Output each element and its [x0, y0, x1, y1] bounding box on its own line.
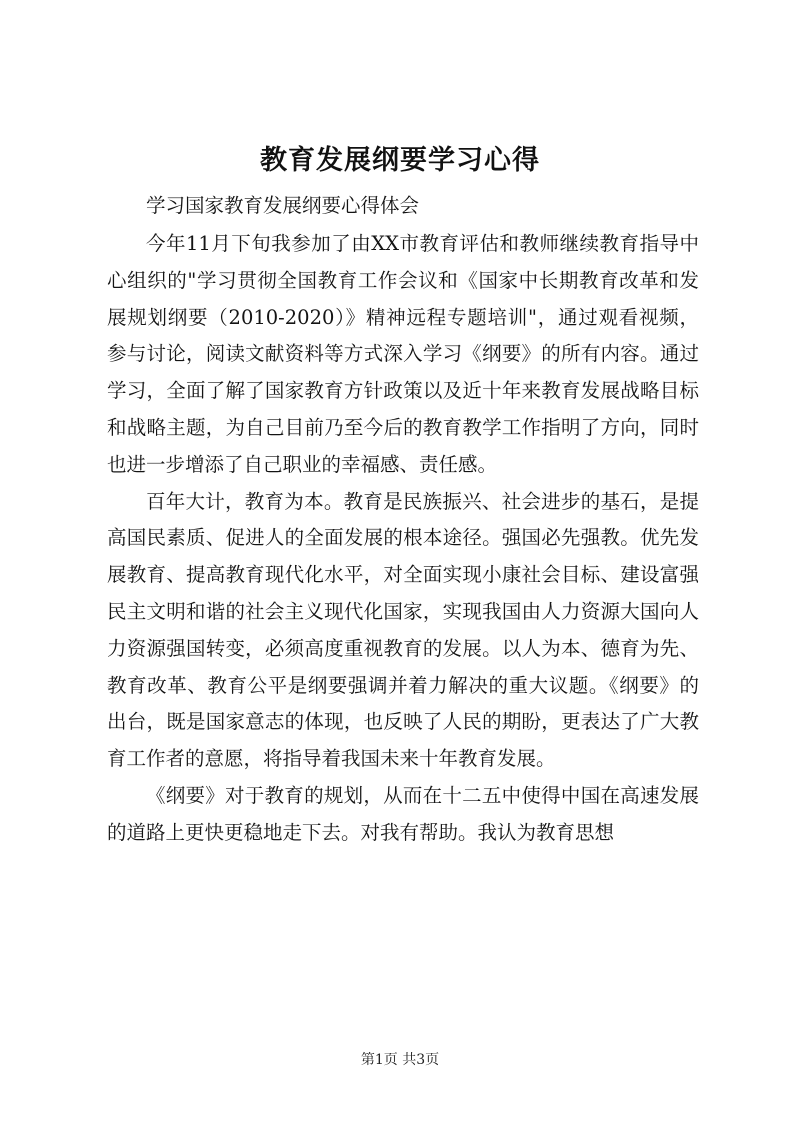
- page-indicator: 第1页 共3页: [360, 1052, 440, 1068]
- document-title: 教育发展纲要学习心得: [260, 145, 540, 176]
- paragraph-3: 《纲要》对于教育的规划，从而在十二五中使得中国在高速发展的道路上更快更稳地走下去。对我有帮助。我认为教育思想: [107, 783, 699, 844]
- paragraph-2: 百年大计，教育为本。教育是民族振兴、社会进步的基石，是提高国民素质、促进人的全面发展的根本途径。强国必先强教。优先发展教育、提高教育现代化水平，对全面实现小康社会目标、建设富强民主文明和谐的社会主义现代化国家，实现我国由人力资源大国向人力资源强国转变，必须高度重视教育的发展。以人为本、德育为先、教育改革、教育公平是纲要强调并着力解决的重大议题。《纲要》的出台，既是国家意志的体现，也反映了人民的期盼，更表达了广大教育工作者的意愿，将指导着我国未来十年教育发展。: [107, 489, 699, 771]
- document-subtitle: 学习国家教育发展纲要心得体会: [146, 194, 420, 217]
- document-body: [107, 188, 699, 852]
- paragraph-1: 今年11月下旬我参加了由XX市教育评估和教师继续教育指导中心组织的"学习贯彻全国教育工作会议和《国家中长期教育改革和发展规划纲要（2010-2020）》精神远程专题培训"，通过观看视频，参与讨论，阅读文献资料等方式深入学习《纲要》的所有内容。通过学习，全面了解了国家教育方针政策以及近十年来教育发展战略目标和战略主题，为自己目前乃至今后的教育教学工作指明了方向，同时也进一步增添了自己职业的幸福感、责任感。: [107, 232, 699, 476]
